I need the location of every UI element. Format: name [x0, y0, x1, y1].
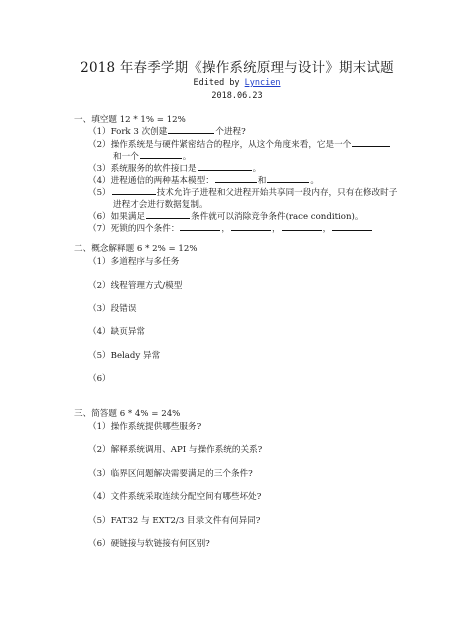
concept-item: （2）线程管理方式/模型: [88, 281, 183, 291]
answer-blank: [352, 138, 390, 147]
short-answer-item: （2）解释系统调用、API 与操作系统的关系?: [88, 445, 263, 455]
byline: [0, 78, 474, 88]
answer-blank: [180, 222, 220, 231]
question-1-4: （4）进程通信的两种基本模型： 和 。: [88, 176, 320, 186]
section-heading-short-answer: 三、简答题 6 * 4% = 24%: [74, 409, 181, 419]
short-answer-item: （4）文件系统采取连续分配空间有哪些坏处?: [88, 492, 262, 502]
question-1-2-continued: 和一个 。: [113, 152, 192, 162]
answer-blank: [267, 174, 309, 183]
concept-item: （1）多道程序与多任务: [88, 257, 180, 267]
question-1-5: （5） 技术允许子进程和父进程开始共享同一段内存，只有在修改时子: [88, 188, 398, 198]
question-1-1: （1）Fork 3 次创建 个进程?: [88, 127, 246, 137]
section-heading-concepts: 二、概念解释题 6 * 2% = 12%: [74, 244, 198, 254]
short-answer-item: （1）操作系统提供哪些服务?: [88, 422, 202, 432]
question-1-2: （2）操作系统是与硬件紧密结合的程序，从这个角度来看，它是一个: [88, 138, 391, 150]
answer-blank: [168, 125, 214, 134]
section-heading-fill-in: 一、填空题 12 * 1% = 12%: [74, 115, 186, 125]
page-title: 2018 年春季学期《操作系统原理与设计》期末试题: [80, 60, 394, 76]
short-answer-item: （6）硬链接与软链接有何区别?: [88, 539, 210, 549]
answer-blank: [112, 186, 156, 195]
exam-date: 2018.06.23: [211, 91, 263, 101]
answer-blank: [215, 174, 257, 183]
concept-item: （3）段错误: [88, 304, 137, 314]
short-answer-item: （5）FAT32 与 EXT2/3 目录文件有何异同?: [88, 516, 261, 526]
answer-blank: [282, 222, 322, 231]
answer-blank: [332, 222, 372, 231]
edited-by-label: Edited by: [193, 78, 245, 88]
question-1-6: （6）如果满足 条件就可以消除竞争条件(race condition)。: [88, 212, 364, 222]
answer-blank: [231, 222, 271, 231]
answer-blank: [198, 162, 252, 171]
question-1-3: （3）系统服务的软件接口是 。: [88, 164, 262, 174]
concept-item: （6）: [88, 374, 111, 384]
answer-blank: [146, 210, 190, 219]
concept-item: （4）缺页异常: [88, 327, 146, 337]
concept-item: （5）Belady 异常: [88, 351, 161, 361]
question-1-5-continued: 进程才会进行数据复制。: [113, 200, 208, 210]
answer-blank: [140, 150, 182, 159]
question-1-7: （7）死锁的四个条件： ， ， ，: [88, 222, 373, 234]
author-link[interactable]: Lyncien: [244, 78, 281, 88]
short-answer-item: （3）临界区问题解决需要满足的三个条件?: [88, 469, 253, 479]
